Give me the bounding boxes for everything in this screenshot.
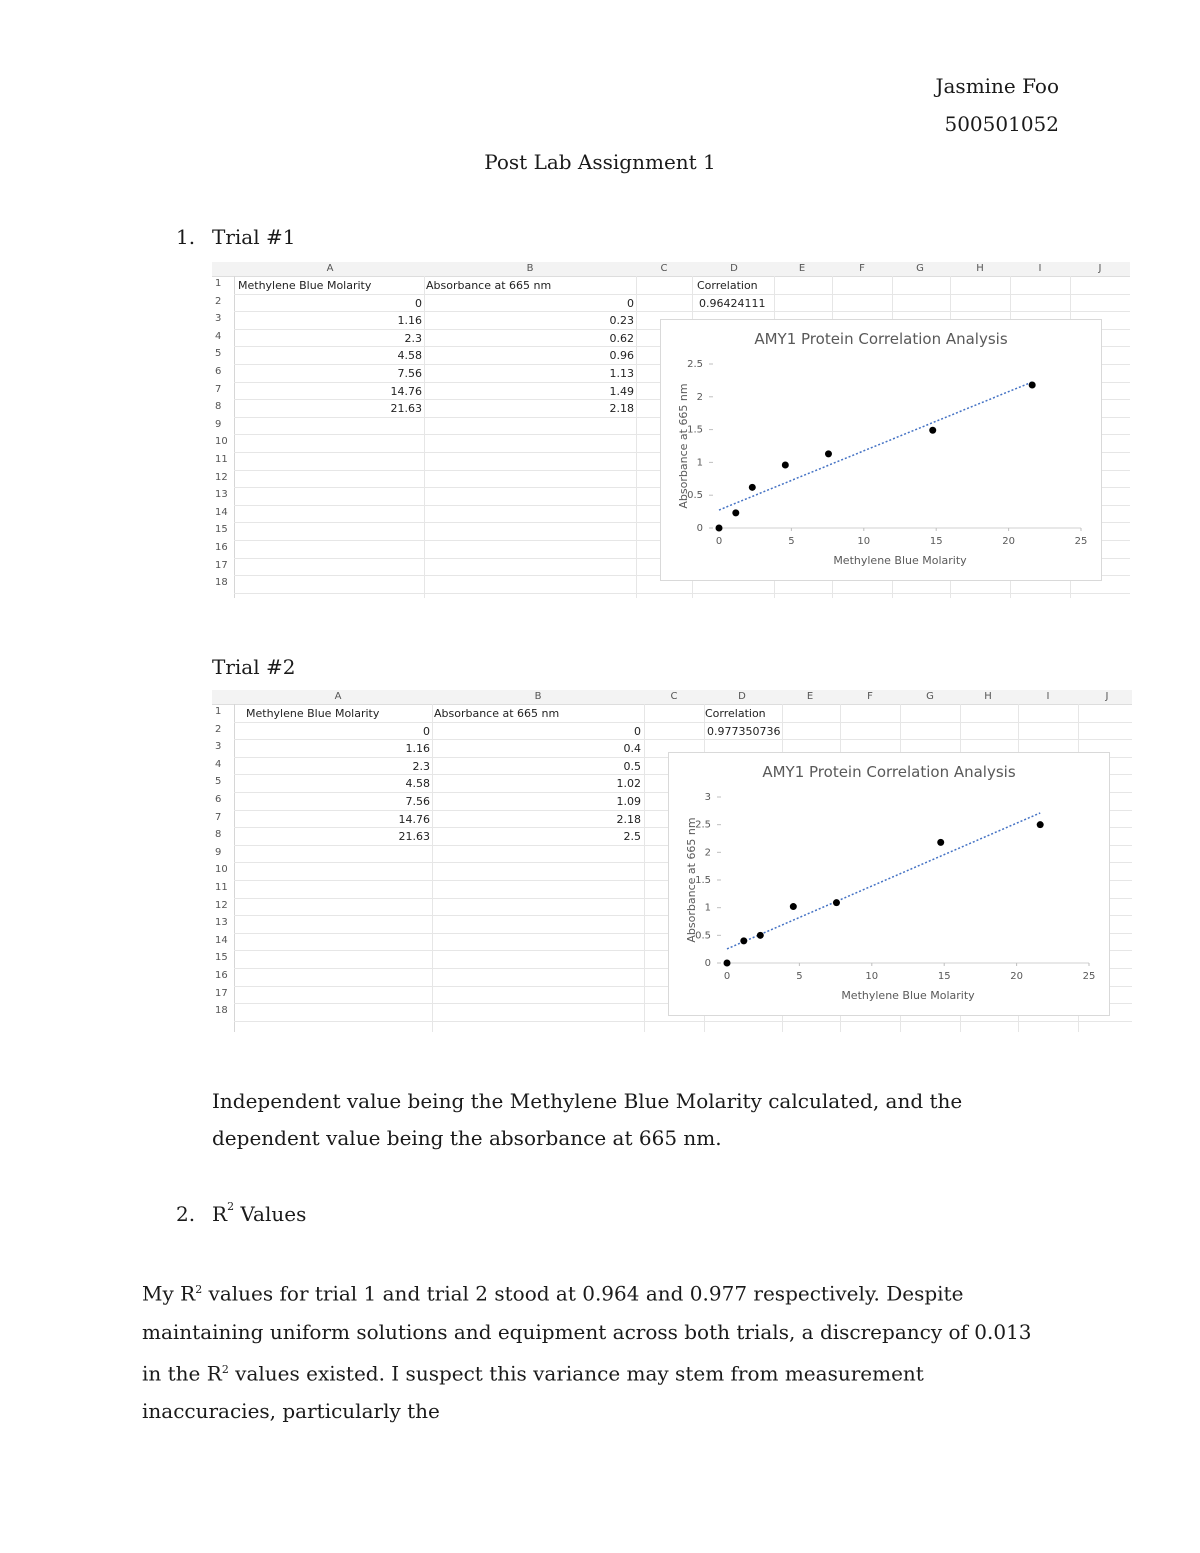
x-tick-label: 15: [929, 536, 943, 547]
header-absorbance: Absorbance at 665 nm: [434, 707, 560, 720]
header-correlation: Correlation: [705, 707, 766, 720]
molarity-cell: 21.63: [390, 402, 422, 416]
question-2-number: 2.: [176, 1202, 196, 1226]
molarity-cell: 2.3: [404, 331, 422, 345]
data-point: [716, 525, 723, 532]
para-sup-1: 2: [195, 1283, 203, 1296]
grid-row-line: [234, 294, 1130, 295]
explanation-text: Independent value being the Methylene Blue Molarity calculated, and the dependent value being the absorbance at 665 nm.: [212, 1089, 963, 1150]
row-number: 6: [215, 366, 222, 377]
grid-row-line: [234, 722, 1132, 723]
header-molarity: Methylene Blue Molarity: [246, 707, 380, 720]
row-number: 17: [215, 987, 228, 999]
y-tick-label: 1.5: [687, 424, 703, 436]
x-tick-label: 20: [1002, 536, 1015, 547]
row-number: 16: [215, 542, 228, 553]
column-letter: C: [670, 691, 678, 702]
row-number: 12: [215, 471, 228, 483]
absorbance-cell: 0.23: [609, 314, 634, 328]
trendline: [719, 382, 1032, 510]
y-tick-label: 0.5: [695, 930, 711, 942]
row-number: 14: [215, 506, 228, 518]
y-tick-label: 2: [696, 391, 703, 403]
molarity-cell: 2.3: [412, 759, 430, 773]
x-tick-label: 25: [1082, 971, 1096, 982]
y-tick-label: 2.5: [695, 819, 711, 831]
x-axis-label: Methylene Blue Molarity: [841, 989, 975, 1002]
row-number: 7: [215, 383, 222, 395]
chart-title: AMY1 Protein Correlation Analysis: [762, 763, 1016, 781]
row-number: 8: [215, 401, 222, 413]
data-point: [1037, 821, 1044, 828]
grid-row-line: [234, 739, 1132, 740]
page-title: Post Lab Assignment 1: [484, 150, 716, 174]
x-tick-label: 5: [796, 971, 803, 982]
data-point: [740, 937, 747, 944]
grid-column-line: [644, 704, 645, 1032]
row-number: 15: [215, 952, 228, 964]
absorbance-cell: 2.18: [616, 812, 641, 826]
row-number: 16: [215, 970, 228, 981]
column-letter: D: [738, 691, 746, 702]
molarity-cell: 1.16: [397, 314, 422, 328]
x-tick-label: 15: [937, 971, 951, 982]
y-tick-label: 0: [704, 958, 711, 969]
header-absorbance: Absorbance at 665 nm: [426, 279, 552, 292]
absorbance-cell: 0.5: [623, 759, 641, 773]
chart-trial-1: [660, 319, 1102, 581]
row-number: 3: [215, 741, 222, 753]
y-tick-label: 1: [696, 457, 703, 469]
y-tick-label: 0.5: [687, 490, 703, 502]
row-number: 7: [215, 811, 222, 823]
row-number: 9: [215, 846, 222, 858]
absorbance-cell: 0.62: [609, 331, 634, 345]
para-part-1: My R: [142, 1281, 196, 1306]
molarity-cell: 21.63: [398, 830, 430, 844]
question-2-heading: [212, 1200, 307, 1226]
heading-sup: 2: [227, 1200, 235, 1214]
data-point: [732, 509, 739, 516]
row-number: 15: [215, 524, 228, 536]
x-tick-label: 0: [723, 971, 731, 982]
y-tick-label: 2.5: [687, 359, 703, 370]
column-letter: B: [534, 691, 542, 702]
column-letter: F: [867, 691, 873, 702]
correlation-value: 0.977350736: [707, 724, 781, 738]
grid-column-line: [432, 704, 433, 1032]
trial-2-label: Trial #2: [212, 655, 296, 679]
column-letter: C: [660, 263, 668, 274]
row-number: 11: [215, 882, 228, 893]
x-tick-label: 20: [1010, 971, 1023, 982]
molarity-cell: 0: [423, 724, 430, 738]
header-correlation: Correlation: [697, 279, 758, 292]
column-letter: H: [976, 263, 984, 274]
column-letter: F: [859, 263, 865, 274]
column-letter: B: [526, 263, 534, 274]
molarity-cell: 1.16: [405, 742, 430, 756]
column-letter: J: [1105, 691, 1109, 702]
row-number: 18: [215, 577, 228, 589]
data-point: [790, 903, 797, 910]
trial-1-label: Trial #1: [212, 225, 296, 249]
column-letter: A: [326, 263, 334, 274]
molarity-cell: 14.76: [390, 384, 422, 398]
para-sup-2: 2: [221, 1362, 229, 1376]
grid-column-line: [424, 276, 425, 598]
correlation-value: 0.96424111: [699, 296, 766, 310]
x-tick-label: 10: [857, 536, 871, 547]
absorbance-cell: 0.4: [623, 742, 641, 756]
row-number: 13: [215, 917, 228, 929]
column-letter: D: [730, 263, 738, 274]
data-point: [937, 839, 944, 846]
question-1-number: 1.: [176, 225, 196, 249]
row-number: 10: [215, 864, 228, 876]
absorbance-cell: 1.49: [609, 384, 634, 398]
molarity-cell: 4.58: [397, 349, 422, 363]
row-number: 11: [215, 454, 228, 465]
chart-trial-1-svg: [661, 320, 1101, 580]
row-number: 1: [215, 706, 222, 717]
absorbance-cell: 0: [634, 724, 641, 738]
column-letter: J: [1098, 263, 1102, 274]
y-axis-label: Absorbance at 665 nm: [685, 817, 698, 943]
row-number: 6: [215, 794, 222, 805]
row-number: 12: [215, 899, 228, 911]
chart-trial-2-svg: [669, 753, 1109, 1015]
row-header-column: [212, 704, 235, 1032]
column-letter: E: [806, 691, 814, 702]
row-number: 4: [215, 330, 222, 342]
molarity-cell: 7.56: [397, 367, 422, 380]
column-letter: H: [984, 691, 992, 702]
x-tick-label: 25: [1074, 536, 1088, 547]
heading-r: R: [212, 1202, 228, 1226]
trendline: [727, 813, 1040, 949]
data-point: [825, 450, 832, 457]
y-tick-label: 1: [704, 902, 711, 914]
author-name: Jasmine Foo: [935, 74, 1059, 98]
y-tick-label: 2: [704, 847, 711, 859]
row-number: 18: [215, 1005, 228, 1017]
absorbance-cell: 1.09: [616, 795, 641, 808]
data-point: [929, 427, 936, 434]
row-header-column: [212, 276, 235, 598]
row-number: 3: [215, 313, 222, 325]
row-number: 9: [215, 418, 222, 430]
molarity-cell: 4.58: [405, 777, 430, 791]
student-id: 500501052: [944, 112, 1059, 136]
grid-column-line: [636, 276, 637, 598]
molarity-cell: 0: [415, 296, 422, 310]
para-part-3: values existed. I suspect this variance may stem from measurement inaccuracies, particularly the: [142, 1361, 924, 1424]
column-header-row: [212, 262, 1130, 277]
column-letter: A: [334, 691, 342, 702]
y-tick-label: 1.5: [695, 875, 711, 886]
column-letter: I: [1038, 263, 1042, 274]
absorbance-cell: 0: [627, 296, 634, 310]
row-number: 14: [215, 934, 228, 946]
grid-row-line: [234, 1021, 1132, 1022]
absorbance-cell: 2.5: [623, 830, 641, 844]
x-axis-label: Methylene Blue Molarity: [833, 554, 967, 567]
column-letter: G: [916, 263, 924, 274]
column-header-row: [212, 690, 1132, 705]
column-letter: E: [798, 263, 806, 274]
data-point: [749, 484, 756, 491]
x-tick-label: 10: [865, 971, 879, 982]
row-number: 17: [215, 559, 228, 571]
molarity-cell: 14.76: [398, 812, 430, 826]
row-number: 8: [215, 829, 222, 841]
grid-row-line: [234, 311, 1130, 312]
grid-row-line: [234, 593, 1130, 594]
r-squared-paragraph: [142, 1271, 1042, 1430]
data-point: [833, 899, 840, 906]
row-number: 5: [215, 348, 222, 360]
chart-title: AMY1 Protein Correlation Analysis: [754, 330, 1008, 348]
y-tick-label: 3: [704, 792, 711, 803]
row-number: 4: [215, 758, 222, 770]
column-letter: G: [926, 691, 934, 702]
column-letter: I: [1046, 691, 1050, 702]
data-point: [757, 932, 764, 939]
x-tick-label: 0: [715, 536, 723, 547]
heading-rest: Values: [234, 1202, 307, 1226]
data-point: [782, 462, 789, 469]
row-number: 1: [215, 278, 222, 289]
absorbance-cell: 2.18: [609, 402, 634, 416]
y-axis-label: Absorbance at 665 nm: [677, 383, 690, 509]
data-point: [724, 960, 731, 967]
row-number: 2: [215, 295, 222, 307]
row-number: 10: [215, 436, 228, 448]
x-tick-label: 5: [788, 536, 795, 547]
chart-trial-2: [668, 752, 1110, 1016]
row-number: 5: [215, 776, 222, 788]
y-tick-label: 0: [696, 523, 703, 534]
absorbance-cell: 0.96: [609, 349, 634, 363]
absorbance-cell: 1.02: [616, 777, 641, 791]
row-number: 2: [215, 723, 222, 735]
header-molarity: Methylene Blue Molarity: [238, 279, 372, 292]
para-part-2: values for trial 1 and trial 2 stood at 0.964 and 0.977 respectively. Despite maintaining uniform solutions and equipment across both trials, a discrepancy of 0.013 in the R: [142, 1281, 1032, 1386]
molarity-cell: 7.56: [405, 795, 430, 808]
data-point: [1029, 381, 1036, 388]
absorbance-cell: 1.13: [609, 367, 634, 380]
row-number: 13: [215, 489, 228, 501]
